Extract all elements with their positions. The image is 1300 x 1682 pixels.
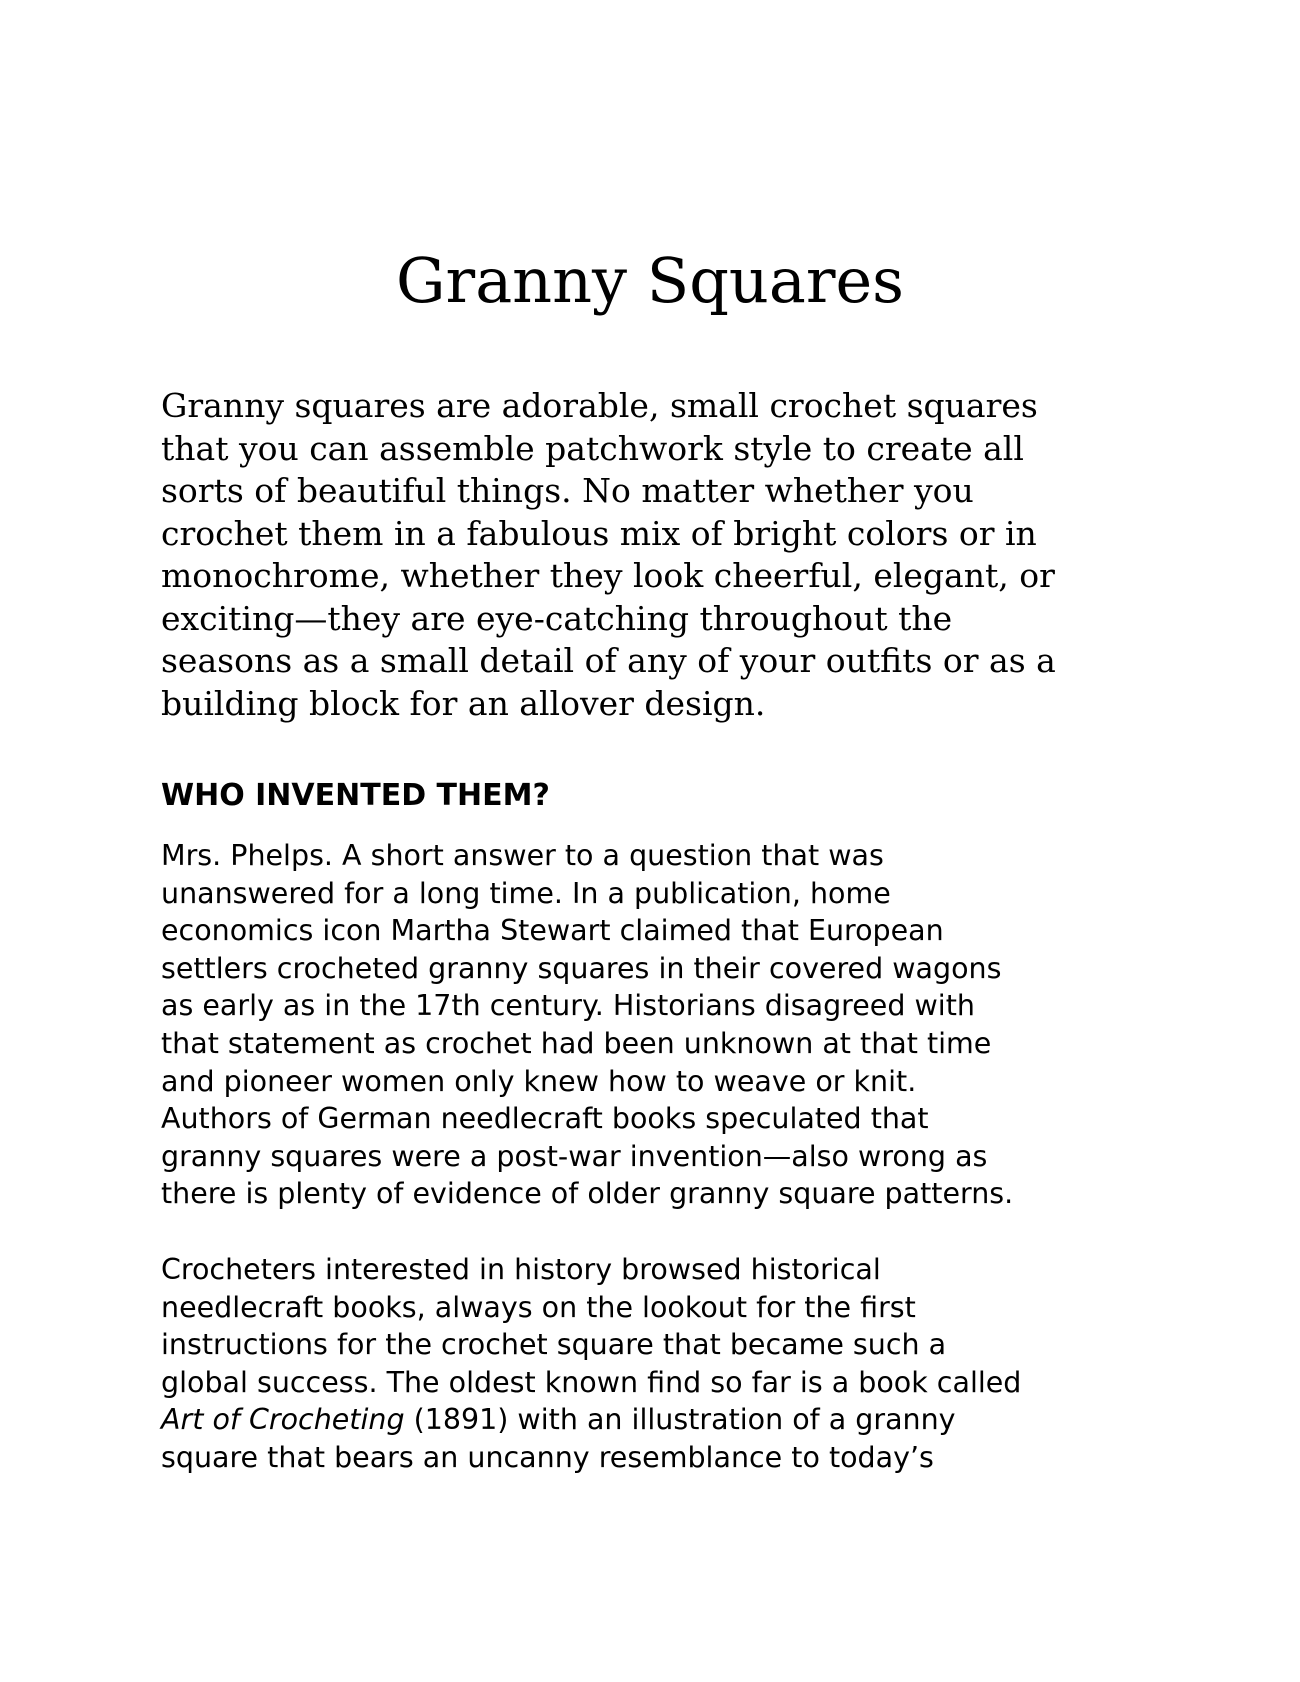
paragraph-line: granny squares were a post-war invention—also wrong as [161, 1139, 988, 1173]
history-paragraph [161, 837, 1141, 1213]
paragraph-line: as early as in the 17th century. Historians disagreed with [161, 989, 975, 1023]
paragraph-line: square that bears an uncanny resemblance to today’s [161, 1440, 934, 1474]
intro-line: seasons as a small detail of any of your outfits or as a [161, 641, 1056, 680]
paragraph-line: economics icon Martha Stewart claimed that European [161, 914, 944, 948]
paragraph-line: unanswered for a long time. In a publication, home [161, 876, 891, 910]
paragraph-line [161, 1401, 1141, 1439]
paragraph-line: Crocheters interested in history browsed historical [161, 1253, 881, 1286]
intro-line: sorts of beautiful things. No matter whether you [161, 471, 974, 510]
paragraph-line: settlers crocheted granny squares in their covered wagons [161, 951, 1002, 985]
intro-line: Granny squares are adorable, small crochet squares [161, 386, 1038, 425]
paragraph-line: global success. The oldest known find so far is a book called [161, 1365, 1022, 1399]
page-title: Granny Squares [396, 244, 904, 317]
intro-line: monochrome, whether they look cheerful, elegant, or [161, 556, 1055, 595]
intro-line: that you can assemble patchwork style to create all [161, 428, 1024, 468]
paragraph-line: there is plenty of evidence of older granny square patterns. [161, 1177, 1014, 1211]
section-heading: WHO INVENTED THEM? [161, 778, 550, 813]
intro-line: building block for an allover design. [161, 683, 766, 723]
book-title-continuation: (1891) with an illustration of a granny [404, 1403, 956, 1437]
paragraph-line: needlecraft books, always on the lookout for the first [161, 1290, 916, 1324]
paragraph-line: Authors of German needlecraft books speculated that [161, 1102, 929, 1136]
book-title: Art of Crocheting [161, 1403, 405, 1437]
paragraph-line: and pioneer women only knew how to weave or knit. [161, 1064, 917, 1098]
intro-line: exciting—they are eye-catching throughout the [161, 598, 953, 638]
paragraph-line: Mrs. Phelps. A short answer to a question that was [161, 839, 884, 872]
intro-paragraph [161, 385, 1141, 725]
research-paragraph [161, 1251, 1141, 1477]
intro-line: crochet them in a fabulous mix of bright colors or in [161, 513, 1037, 553]
paragraph-line: that statement as crochet had been unknown at that time [161, 1026, 992, 1060]
paragraph-line: instructions for the crochet square that became such a [161, 1328, 947, 1362]
